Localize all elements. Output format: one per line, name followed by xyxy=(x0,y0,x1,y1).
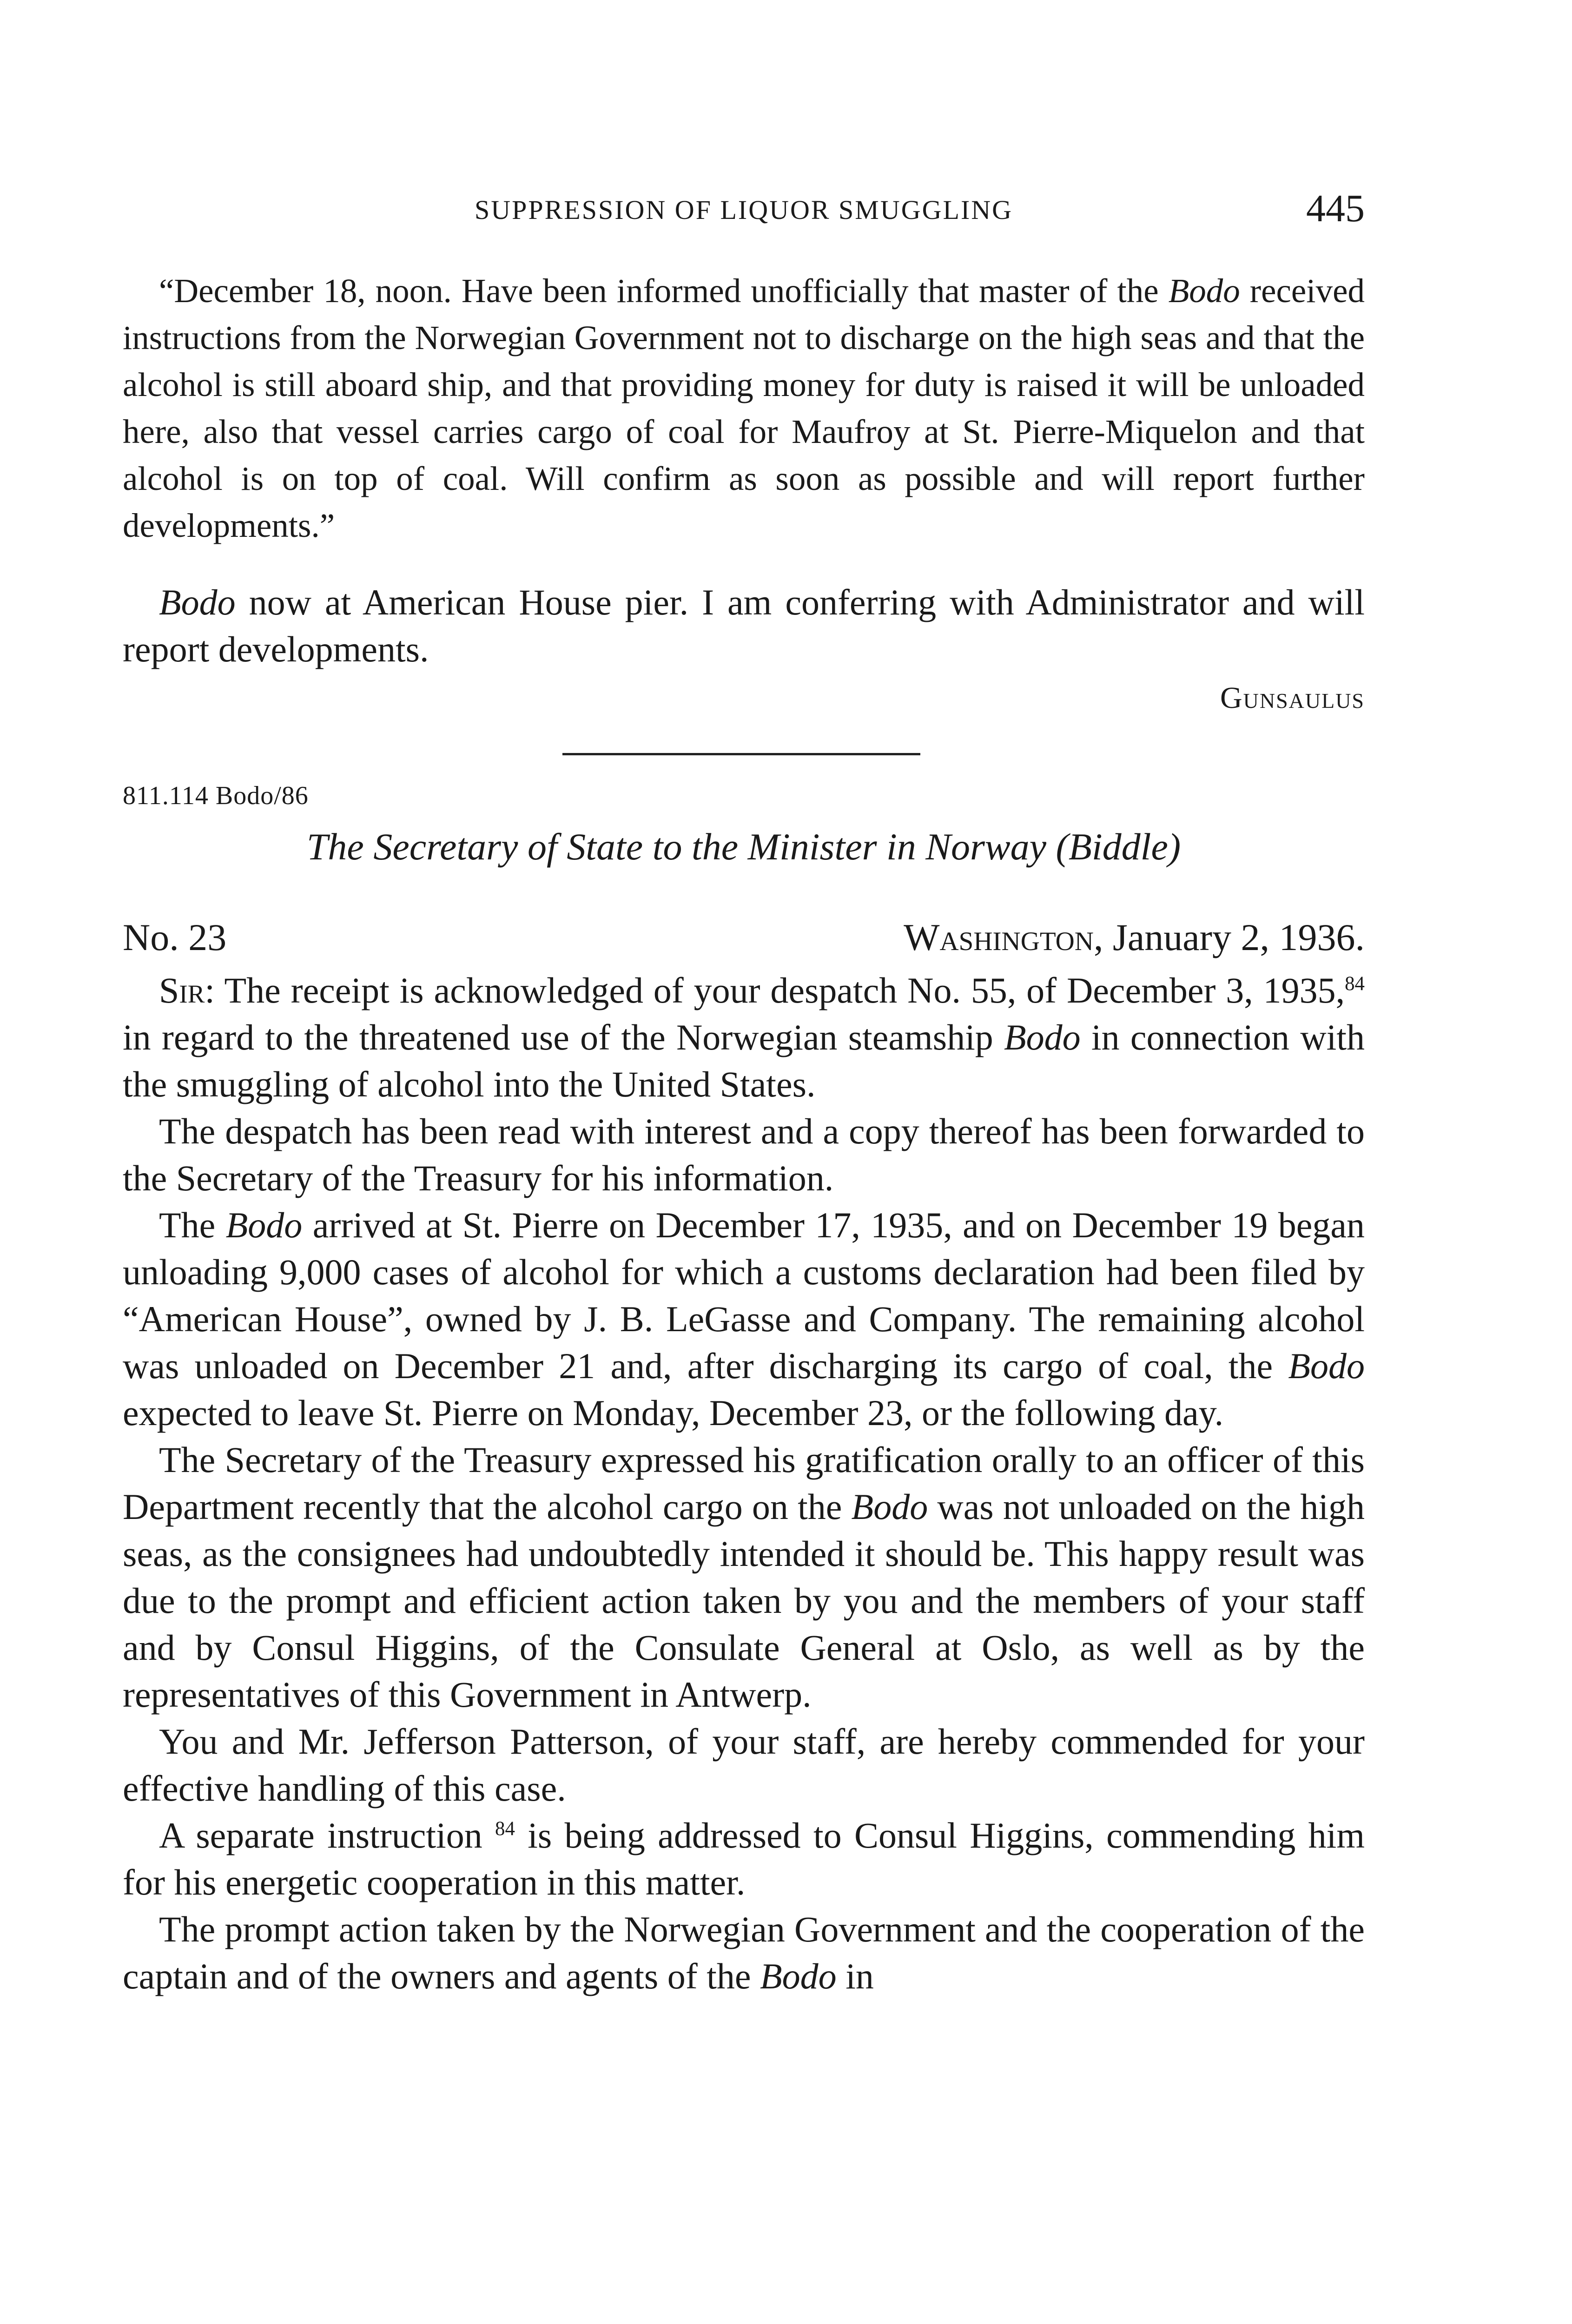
telegram-paragraph-2: Bodo now at American House pier. I am conferring with Administrator and will report developments. xyxy=(123,582,1365,669)
page-number: 445 xyxy=(1306,187,1365,230)
letter-paragraph-3: The Bodo arrived at St. Pierre on December 17, 1935, and on December 19 began unloading 9,000 cases of alcohol for which a customs declaration had been filed by “American House”, owned by J. B. LeGasse and Company. The remaining alcohol was unloaded on December 21 and, after discharging its cargo of coal, the Bodo expected to leave St. Pierre on Monday, December 23, or the following day. xyxy=(123,1205,1365,1433)
letter-body xyxy=(123,967,1365,2000)
telegram-paragraph-1: “December 18, noon. Have been informed unofficially that master of the Bodo received instructions from the Norwegian Government not to discharge on the high seas and that the alcohol is still aboard ship, and that providing money for duty is raised it will be unloaded here, also that vessel carries cargo of coal for Maufroy at St. Pierre-Miquelon and that alcohol is on top of coal. Will confirm as soon as possible and will report further developments.” xyxy=(123,272,1365,544)
vessel-name: Bodo xyxy=(159,582,236,622)
vessel-name: Bodo xyxy=(1004,1017,1081,1057)
vessel-name: Bodo xyxy=(1288,1346,1365,1386)
section-divider xyxy=(562,753,920,755)
letter-paragraph-2: The despatch has been read with interest and a copy thereof has been forwarded to the Secretary of the Treasury for his information. xyxy=(123,1111,1365,1198)
letter-paragraph-6: A separate instruction $^{84}$ is being addressed to Consul Higgins, commending him for his energetic cooperation in this matter. xyxy=(123,1815,1365,1902)
letter-paragraph-5: You and Mr. Jefferson Patterson, of your staff, are hereby commended for your effective handling of this case. xyxy=(123,1721,1365,1809)
vessel-name: Bodo xyxy=(760,1956,837,1996)
vessel-name: Bodo xyxy=(225,1205,303,1245)
vessel-name: Bodo xyxy=(1168,272,1240,310)
document-number: No. 23 xyxy=(123,916,227,958)
page-header xyxy=(123,186,1365,242)
document-title: The Secretary of State to the Minister in Norway (Biddle) xyxy=(306,825,1181,868)
footnote-ref: 84 xyxy=(1345,973,1365,995)
file-number: 811.114 Bodo/86 xyxy=(123,781,309,810)
signature: Gunsaulus xyxy=(1220,681,1365,715)
dateline xyxy=(123,916,1365,959)
letter-paragraph-1: Sir: The receipt is acknowledged of your despatch No. 55, of December 3, 1935,84 in regard to the threatened use of the Norwegian steamship Bodo in connection with the smuggling of alcohol into the United States. xyxy=(123,970,1365,1104)
letter-paragraph-4: The Secretary of the Treasury expressed his gratification orally to an officer of this Department recently that the alcohol cargo on the Bodo was not unloaded on the high seas, as the consignees had undoubtedly intended it should be. This happy result was due to the prompt and efficient action taken by you and the members of your staff and by Consul Higgins, of the Consulate General at Oslo, as well as by the representatives of this Government in Antwerp. xyxy=(123,1439,1365,1715)
letter-paragraph-7: The prompt action taken by the Norwegian Government and the cooperation of the captain and of the owners and agents of the Bodo in xyxy=(123,1909,1365,1996)
vessel-name: Bodo xyxy=(851,1486,928,1527)
footnote-ref: 84 xyxy=(495,1818,515,1840)
place-and-date: Washington, January 2, 1936. xyxy=(904,916,1365,958)
running-head: SUPPRESSION OF LIQUOR SMUGGLING xyxy=(474,195,1013,225)
